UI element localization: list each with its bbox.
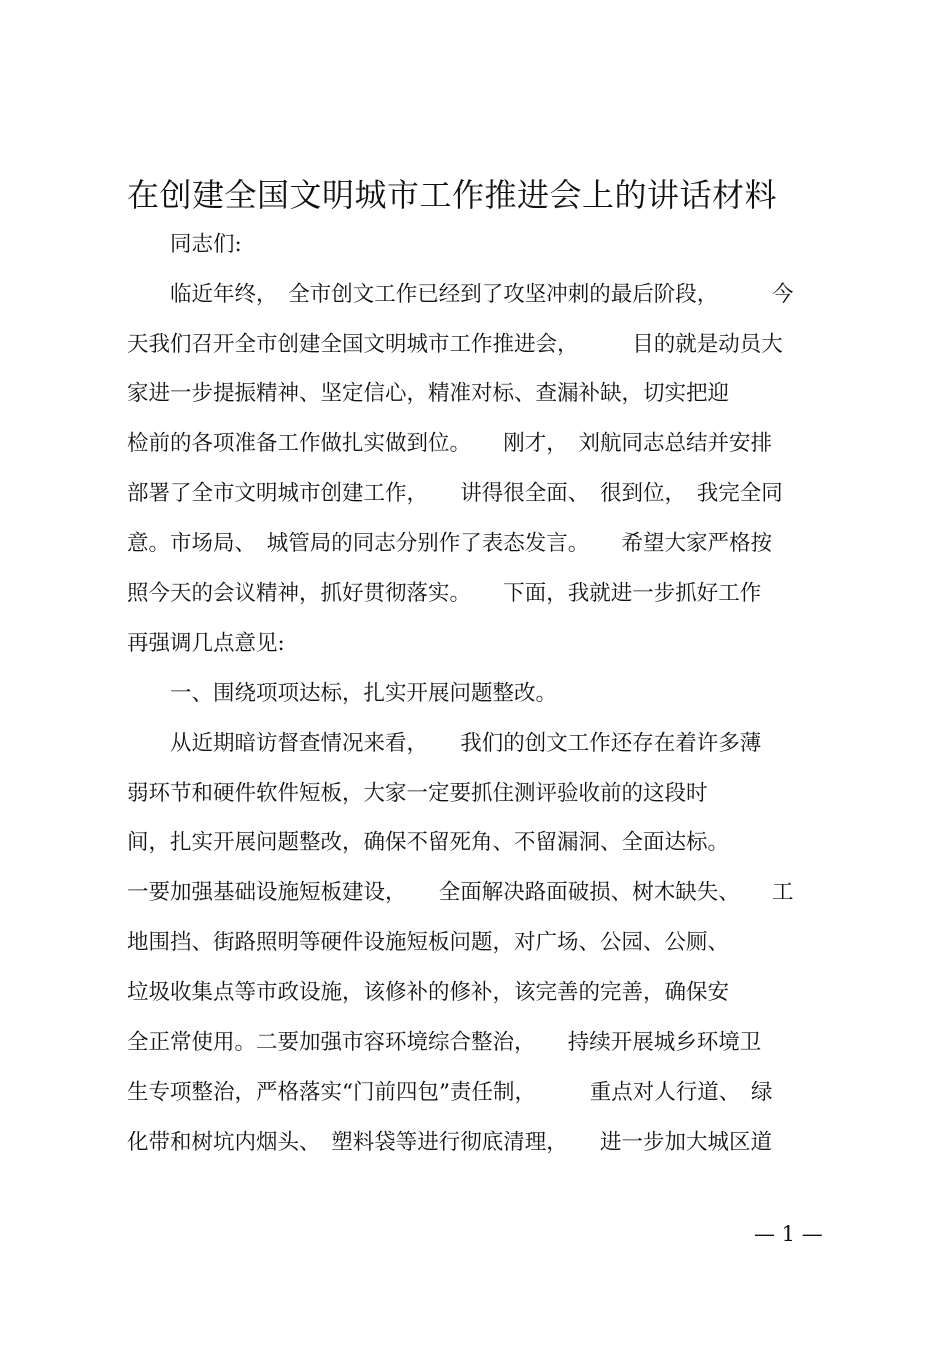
paragraph-line: 同志们:: [127, 232, 242, 257]
page-number: — 1 —: [754, 1222, 823, 1246]
paragraph-line: 弱环节和硬件软件短板，大家一定要抓住测评验收前的这段时: [127, 781, 708, 806]
section-heading: 一、围绕项项达标，扎实开展问题整改。: [127, 681, 558, 706]
paragraph-line: 化带和树坑内烟头、 塑料袋等进行彻底清理， 进一步加大城区道: [127, 1130, 773, 1155]
paragraph-line: 临近年终， 全市创文工作已经到了攻坚冲刺的最后阶段， 今: [127, 282, 794, 307]
paragraph-line: 地围挡、街路照明等硬件设施短板问题，对广场、公园、公厕、: [127, 930, 730, 955]
paragraph-line: 垃圾收集点等市政设施，该修补的修补，该完善的完善，确保安: [127, 980, 730, 1005]
paragraph-line: 意。市场局、 城管局的同志分别作了表态发言。 希望大家严格按: [127, 531, 773, 556]
paragraph-line: 家进一步提振精神、坚定信心，精准对标、查漏补缺，切实把迎: [127, 381, 730, 406]
paragraph-line: 天我们召开全市创建全国文明城市工作推进会， 目的就是动员大: [127, 332, 783, 357]
paragraph-line: 一要加强基础设施短板建设， 全面解决路面破损、树木缺失、 工: [127, 880, 794, 905]
paragraph-line: 从近期暗访督查情况来看， 我们的创文工作还存在着许多薄: [127, 731, 762, 756]
paragraph-line: 生专项整治，严格落实“门前四包”责任制， 重点对人行道、 绿: [127, 1080, 773, 1105]
paragraph-line: 检前的各项准备工作做扎实做到位。 刚才， 刘航同志总结并安排: [127, 431, 773, 456]
paragraph-line: 全正常使用。二要加强市容环境综合整治， 持续开展城乡环境卫: [127, 1030, 762, 1055]
paragraph-line: 照今天的会议精神，抓好贯彻落实。 下面，我就进一步抓好工作: [127, 581, 762, 606]
document-title: 在创建全国文明城市工作推进会上的讲话材料: [127, 176, 778, 214]
paragraph-line: 间，扎实开展问题整改，确保不留死角、不留漏洞、全面达标。: [127, 830, 730, 855]
paragraph-line: 部署了全市文明城市创建工作， 讲得很全面、 很到位， 我完全同: [127, 481, 783, 506]
paragraph-line: 再强调几点意见:: [127, 631, 285, 656]
